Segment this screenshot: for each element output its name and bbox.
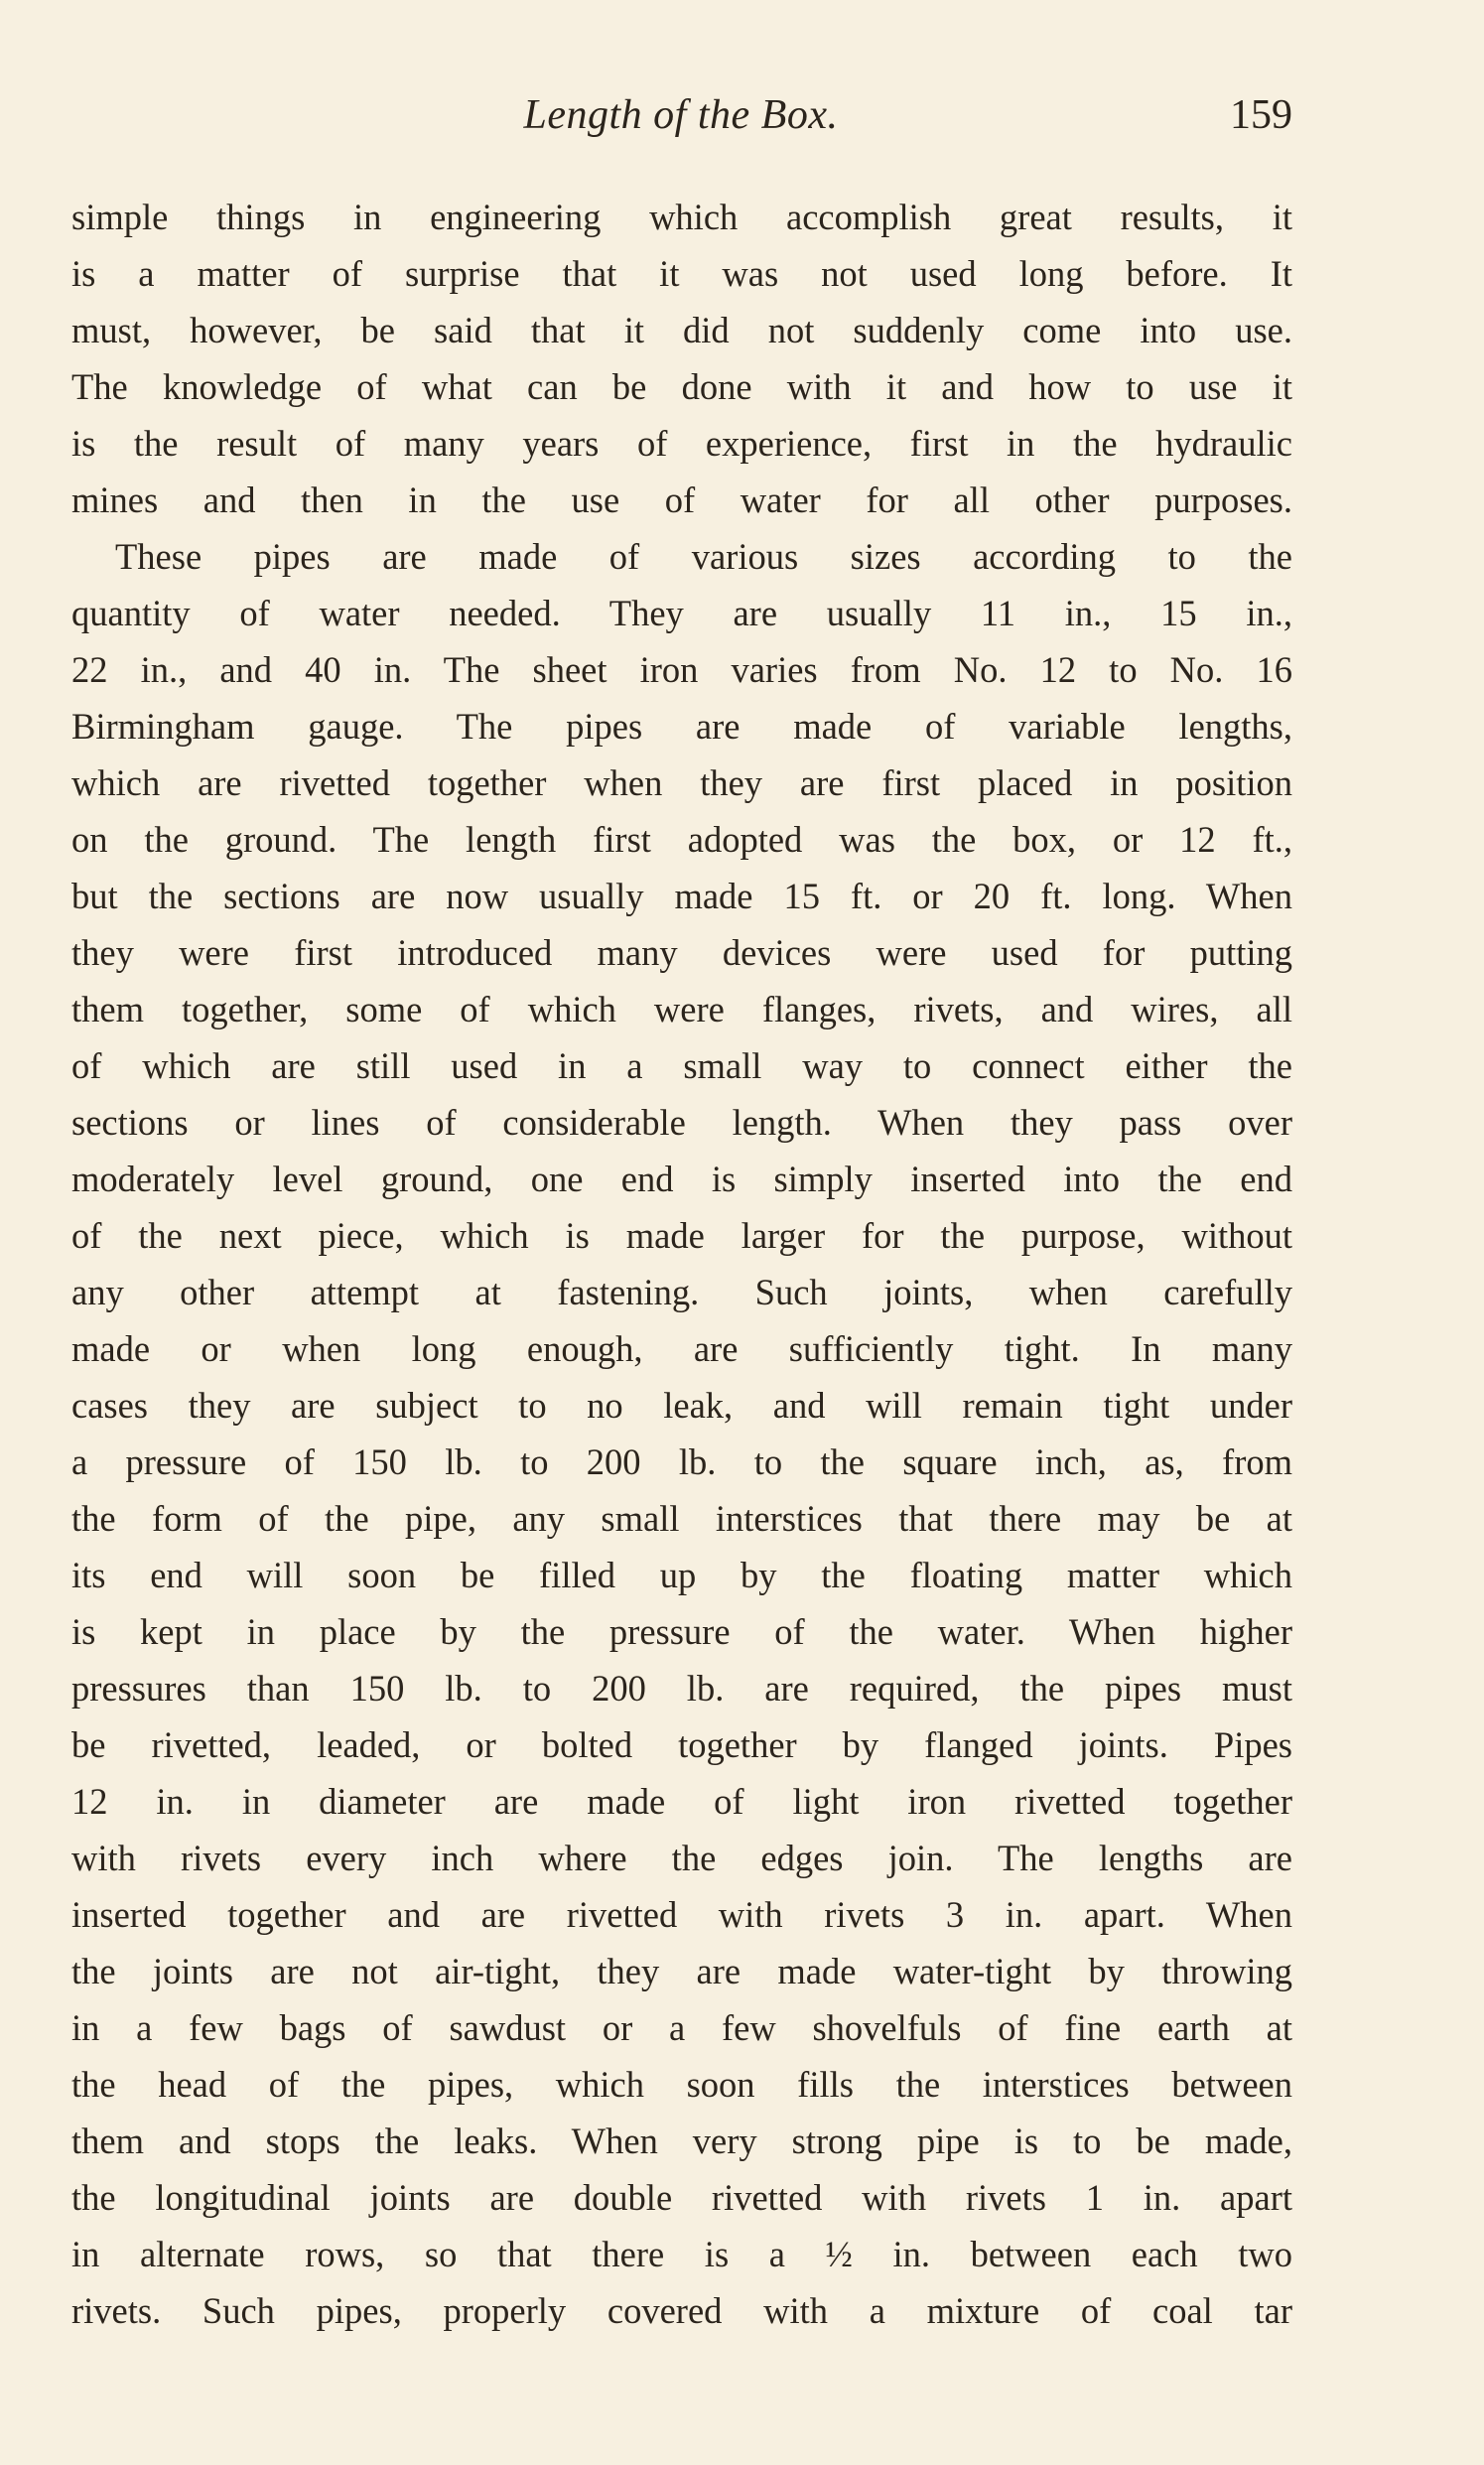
text-line: quantity of water needed. They are usually 11 in., 15 in., [71, 593, 1292, 633]
text-line: rivets. Such pipes, properly covered with a mixture of coal tar [71, 2290, 1292, 2331]
text-line: mines and then in the use of water for all other purposes. [71, 479, 1292, 520]
text-line: in alternate rows, so that there is a ½ in. between each two [71, 2234, 1292, 2274]
text-line: 22 in., and 40 in. The sheet iron varies from No. 12 to No. 16 [71, 649, 1292, 690]
text-line: a pressure of 150 lb. to 200 lb. to the square inch, as, from [71, 1441, 1292, 1482]
text-line: inserted together and are rivetted with rivets 3 in. apart. When [71, 1894, 1292, 1935]
body-text [71, 189, 1292, 2339]
text-line: any other attempt at fastening. Such joints, when carefully [71, 1272, 1292, 1312]
text-line: is kept in place by the pressure of the water. When higher [71, 1611, 1292, 1652]
text-line: them and stops the leaks. When very strong pipe is to be made, [71, 2121, 1292, 2161]
text-line: the head of the pipes, which soon fills the interstices between [71, 2064, 1292, 2105]
text-line: sections or lines of considerable length. When they pass over [71, 1102, 1292, 1143]
running-title: Length of the Box. [523, 92, 839, 138]
text-line: its end will soon be filled up by the floating matter which [71, 1555, 1292, 1595]
text-line: made or when long enough, are sufficiently tight. In many [71, 1328, 1292, 1369]
text-line: cases they are subject to no leak, and will remain tight under [71, 1385, 1292, 1426]
text-line: simple things in engineering which accomplish great results, it [71, 197, 1292, 237]
text-line: must, however, be said that it did not suddenly come into use. [71, 310, 1292, 350]
text-line: pressures than 150 lb. to 200 lb. are required, the pipes must [71, 1668, 1292, 1709]
text-line: them together, some of which were flanges, rivets, and wires, all [71, 989, 1292, 1029]
text-line: they were first introduced many devices were used for putting [71, 932, 1292, 973]
text-line: be rivetted, leaded, or bolted together by flanged joints. Pipes [71, 1724, 1292, 1765]
text-line: The knowledge of what can be done with it and how to use it [71, 366, 1292, 407]
text-line: which are rivetted together when they are first placed in position [71, 762, 1292, 803]
text-line: is the result of many years of experience, first in the hydraulic [71, 423, 1292, 464]
text-line: the form of the pipe, any small interstices that there may be at [71, 1498, 1292, 1539]
running-head [69, 91, 1292, 161]
text-line: 12 in. in diameter are made of light iron rivetted together [71, 1781, 1292, 1822]
text-line: but the sections are now usually made 15 ft. or 20 ft. long. When [71, 876, 1292, 916]
text-line: on the ground. The length first adopted was the box, or 12 ft., [71, 819, 1292, 860]
text-line: of the next piece, which is made larger for the purpose, without [71, 1215, 1292, 1256]
text-line: the longitudinal joints are double rivetted with rivets 1 in. apart [71, 2177, 1292, 2218]
text-line: in a few bags of sawdust or a few shovelfuls of fine earth at [71, 2007, 1292, 2048]
text-line: moderately level ground, one end is simply inserted into the end [71, 1159, 1292, 1199]
text-line: These pipes are made of various sizes according to the [115, 536, 1292, 577]
text-line: is a matter of surprise that it was not used long before. It [71, 253, 1292, 294]
text-line: the joints are not air-tight, they are made water-tight by throwing [71, 1951, 1292, 1991]
text-line: of which are still used in a small way to connect either the [71, 1045, 1292, 1086]
text-line: Birmingham gauge. The pipes are made of variable lengths, [71, 706, 1292, 747]
text-line: with rivets every inch where the edges join. The lengths are [71, 1838, 1292, 1878]
page-number: 159 [1230, 92, 1292, 138]
